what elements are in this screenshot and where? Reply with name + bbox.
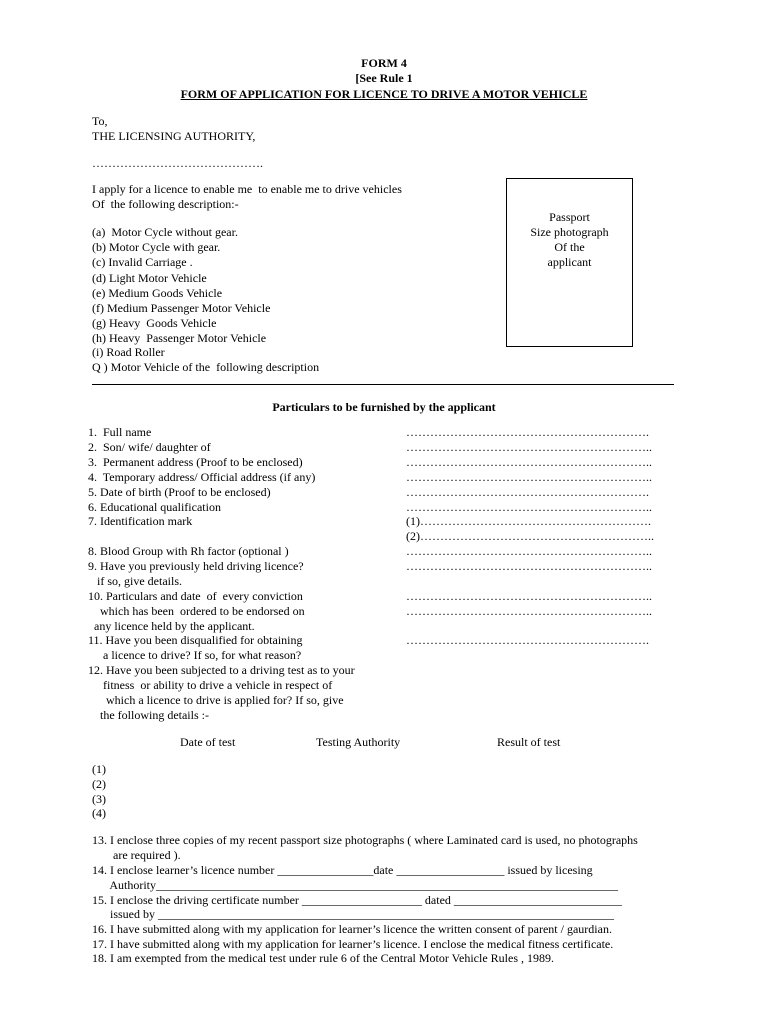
rule-reference: [See Rule 1: [355, 71, 413, 85]
form-title: FORM OF APPLICATION FOR LICENCE TO DRIVE A MOTOR VEHICLE: [180, 87, 588, 101]
vehicle-class-item: (d) Light Motor Vehicle: [92, 271, 207, 285]
answer-blank: ……………………………………………………..: [406, 455, 652, 469]
declaration-line: 18. I am exempted from the medical test under rule 6 of the Central Motor Vehicle Rules , 1989.: [92, 951, 554, 965]
form-number: FORM 4: [361, 56, 407, 70]
authority-blank: …………………………………….: [92, 156, 263, 170]
declaration-line: Authority_____________________________________________________________________________: [92, 878, 619, 892]
test-row-label: (1): [92, 762, 106, 776]
particular-item: 1. Full name: [88, 425, 152, 439]
licensing-authority: THE LICENSING AUTHORITY,: [92, 129, 256, 143]
test-header-result: Result of test: [497, 735, 561, 749]
answer-blank: …………………………………………………….: [406, 633, 649, 647]
particular-item: the following details :-: [88, 708, 209, 722]
vehicle-class-item: (i) Road Roller: [92, 345, 165, 359]
declaration-line: 14. I enclose learner’s licence number ________________date __________________ issued by licesing: [92, 863, 593, 877]
address-to: To,: [92, 114, 108, 128]
particular-item: fitness or ability to drive a vehicle in respect of: [88, 678, 333, 692]
particular-item: a licence to drive? If so, for what reason?: [88, 648, 302, 662]
particular-item: 6. Educational qualification: [88, 500, 221, 514]
passport-photo-box: [506, 178, 633, 347]
answer-blank: …………………………………………………….: [406, 425, 649, 439]
particular-item: 12. Have you been subjected to a driving test as to your: [88, 663, 355, 677]
particular-item: which has been ordered to be endorsed on: [88, 604, 305, 618]
test-row-label: (4): [92, 806, 106, 820]
answer-blank: …………………………………………………….: [406, 485, 649, 499]
vehicle-class-item: (f) Medium Passenger Motor Vehicle: [92, 301, 271, 315]
particular-item: any licence held by the applicant.: [88, 619, 255, 633]
vehicle-class-item: Q ) Motor Vehicle of the following description: [92, 360, 320, 374]
test-row-label: (2): [92, 777, 106, 791]
answer-blank: ……………………………………………………..: [406, 589, 652, 603]
declaration-line: issued by ____________________________________________________________________________: [92, 907, 614, 921]
intro-line-1: I apply for a licence to enable me to enable me to drive vehicles: [92, 182, 402, 196]
answer-blank: ……………………………………………………..: [406, 559, 652, 573]
particular-item: 10. Particulars and date of every conviction: [88, 589, 303, 603]
particular-item: 4. Temporary address/ Official address (if any): [88, 470, 316, 484]
section-divider: [92, 384, 674, 385]
test-header-authority: Testing Authority: [316, 735, 401, 749]
answer-blank: ……………………………………………………..: [406, 470, 652, 484]
test-header-date: Date of test: [180, 735, 236, 749]
declaration-line: 15. I enclose the driving certificate number ____________________ dated ____________________________: [92, 893, 622, 907]
declaration-line: are required ).: [92, 848, 181, 862]
vehicle-class-item: (b) Motor Cycle with gear.: [92, 240, 221, 254]
particular-item: which a licence to drive is applied for? If so, give: [88, 693, 344, 707]
vehicle-class-item: (e) Medium Goods Vehicle: [92, 286, 223, 300]
vehicle-class-item: (a) Motor Cycle without gear.: [92, 225, 238, 239]
answer-blank: ……………………………………………………..: [406, 544, 652, 558]
section-title: Particulars to be furnished by the applicant: [272, 400, 496, 414]
particular-item: 7. Identification mark: [88, 514, 193, 528]
answer-blank: ……………………………………………………..: [406, 500, 652, 514]
vehicle-class-item: (g) Heavy Goods Vehicle: [92, 316, 217, 330]
particular-item: 11. Have you been disqualified for obtaining: [88, 633, 303, 647]
particular-item: 5. Date of birth (Proof to be enclosed): [88, 485, 271, 499]
declaration-line: 13. I enclose three copies of my recent passport size photographs ( where Laminated card is used, no photographs: [92, 833, 638, 847]
declaration-line: 16. I have submitted along with my application for learner’s licence the written consent of parent / gaurdian.: [92, 922, 612, 936]
vehicle-class-item: (c) Invalid Carriage .: [92, 255, 193, 269]
particular-item: if so, give details.: [88, 574, 182, 588]
particular-item: 2. Son/ wife/ daughter of: [88, 440, 211, 454]
particular-item: 8. Blood Group with Rh factor (optional ): [88, 544, 289, 558]
answer-blank: (1)………………………………………………….: [406, 514, 651, 528]
test-row-label: (3): [92, 792, 106, 806]
photo-box-label: Passport Size photograph Of the applicant: [530, 210, 609, 269]
intro-line-2: Of the following description:-: [92, 197, 239, 211]
particular-item: 9. Have you previously held driving licence?: [88, 559, 304, 573]
particular-item: 3. Permanent address (Proof to be enclosed): [88, 455, 303, 469]
declaration-line: 17. I have submitted along with my application for learner’s licence. I enclose the medical fitness certificate.: [92, 937, 614, 951]
answer-blank: ……………………………………………………..: [406, 604, 652, 618]
answer-blank: ……………………………………………………..: [406, 440, 652, 454]
answer-blank: (2)…………………………………………………..: [406, 529, 654, 543]
vehicle-class-item: (h) Heavy Passenger Motor Vehicle: [92, 331, 267, 345]
